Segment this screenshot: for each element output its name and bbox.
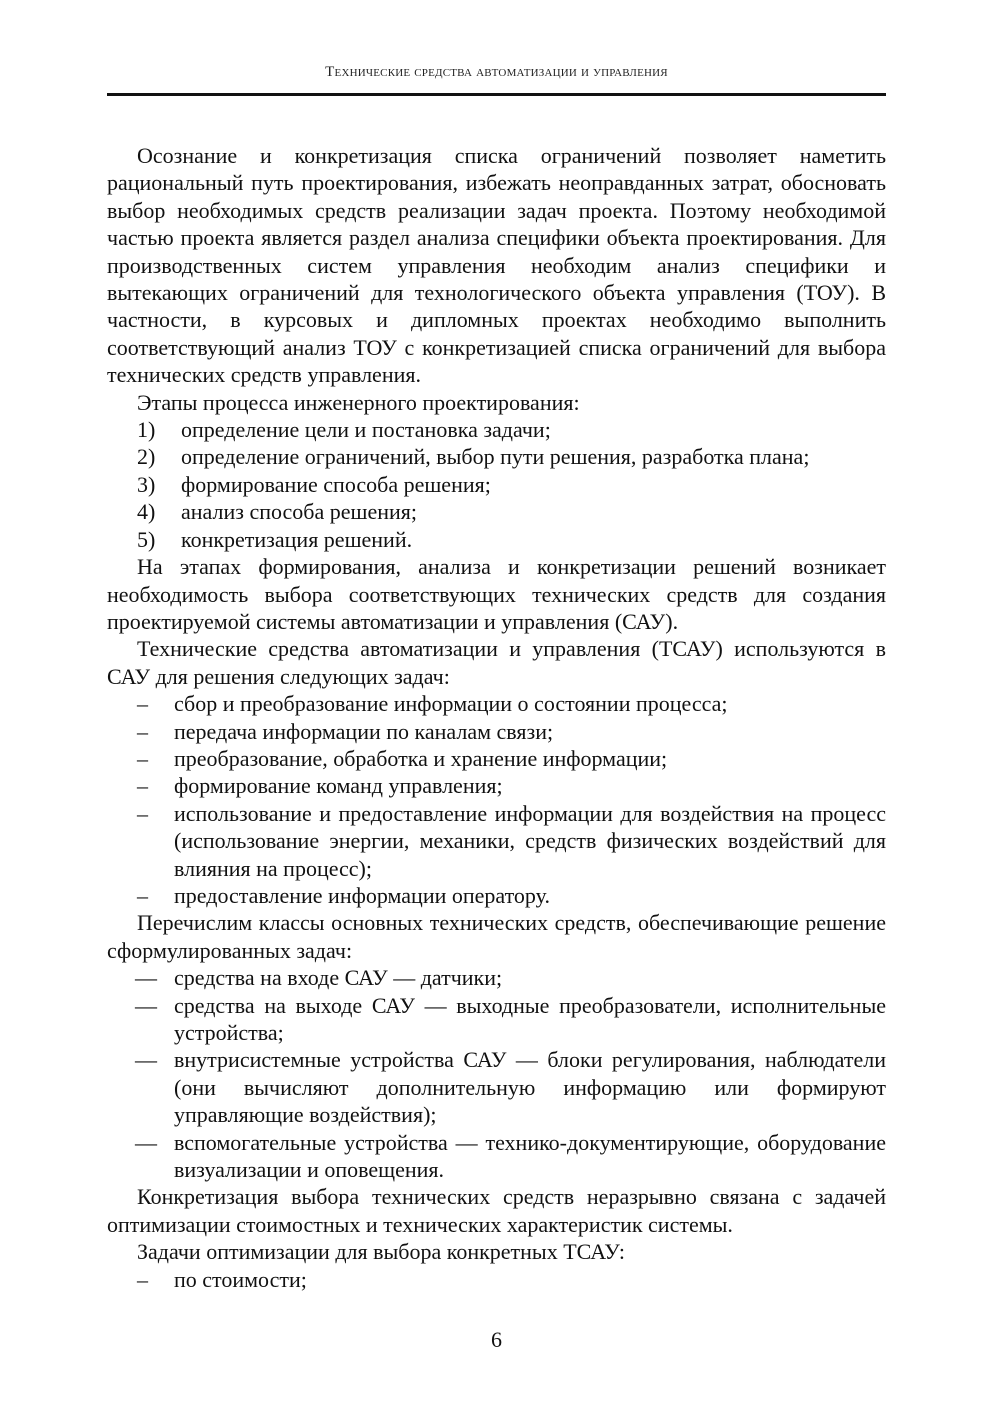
- list-number: 2): [137, 444, 156, 470]
- header-title: Технические средства автоматизации и управления: [325, 64, 668, 80]
- list-item-text: преобразование, обработка и хранение информации;: [174, 745, 668, 771]
- list-item-text: формирование команд управления;: [174, 773, 503, 799]
- list-item-text: средства на выходе САУ — выходные преобразователи, исполнительные устройства;: [174, 992, 886, 1045]
- list-item-text: передача информации по каналам связи;: [174, 718, 554, 744]
- list-dash: –: [137, 718, 148, 744]
- tasks-list: [107, 690, 886, 909]
- paragraph-tsau-usage: Технические средства автоматизации и управления (ТСАУ) используются в САУ для решения следующих задач:: [107, 636, 886, 689]
- list-item: [107, 1129, 886, 1184]
- list-number: 5): [137, 526, 156, 552]
- page-body: [107, 142, 886, 1293]
- list-item: [107, 690, 886, 717]
- paragraph-optimization-tasks: Задачи оптимизации для выбора конкретных ТСАУ:: [137, 1239, 626, 1265]
- list-item: [107, 416, 886, 443]
- list-item-text: предоставление информации оператору.: [174, 882, 550, 908]
- list-dash: —: [135, 965, 157, 991]
- paragraph-constraints: Осознание и конкретизация списка ограничений позволяет наметить рациональный путь проектирования, избежать неоправданных затрат, обосновать выбор необходимых средств реализации задач проекта. Поэтому необходимой частью проекта является раздел анализа специфики объекта проектирования. Для производственных систем управления необходим анализ специфики и вытекающих ограничений для технологического объекта управления (ТОУ). В частности, в курсовых и дипломных проектах необходимо выполнить соответствующий анализ ТОУ с конкретизацией списка ограничений для выбора технических средств управления.: [107, 143, 886, 388]
- list-number: 4): [137, 499, 156, 525]
- classes-list: [107, 964, 886, 1183]
- paragraph-stages-intro: Этапы процесса инженерного проектирования:: [137, 389, 580, 415]
- list-number: 1): [137, 417, 156, 443]
- list-dash: –: [137, 773, 148, 799]
- page-number: 6: [491, 1327, 502, 1352]
- list-dash: –: [137, 745, 148, 771]
- stages-list: [107, 416, 886, 553]
- list-item-text: использование и предоставление информации для воздействия на процесс (использование энергии, механики, средств физических воздействий для влияния на процесс);: [174, 800, 886, 881]
- list-item-text: формирование способа решения;: [181, 471, 491, 497]
- list-item: [107, 443, 886, 470]
- header-rule: [107, 93, 886, 96]
- optimization-list: [107, 1266, 886, 1293]
- paragraph-stages-need: На этапах формирования, анализа и конкретизации решений возникает необходимость выбора соответствующих технических средств для создания проектируемой системы автоматизации и управления (САУ).: [107, 554, 886, 634]
- list-dash: —: [135, 1129, 157, 1155]
- list-item: [107, 772, 886, 799]
- list-dash: –: [137, 1266, 148, 1292]
- list-item: [107, 718, 886, 745]
- list-item: [107, 526, 886, 553]
- list-item-text: анализ способа решения;: [181, 499, 417, 525]
- list-item-text: сбор и преобразование информации о состоянии процесса;: [174, 691, 728, 717]
- list-item: [107, 1046, 886, 1128]
- list-dash: –: [137, 882, 148, 908]
- list-item: [107, 882, 886, 909]
- list-item-text: вспомогательные устройства — технико-документирующие, оборудование визуализации и оповещения.: [174, 1129, 886, 1183]
- list-item-text: по стоимости;: [174, 1266, 307, 1292]
- list-dash: —: [135, 1047, 157, 1073]
- list-item: [107, 964, 886, 991]
- list-dash: –: [137, 800, 148, 826]
- list-dash: –: [137, 691, 148, 717]
- list-number: 3): [137, 471, 156, 497]
- list-item: [107, 498, 886, 525]
- list-item: [107, 1266, 886, 1293]
- list-dash: —: [135, 992, 157, 1018]
- list-item-text: средства на входе САУ — датчики;: [174, 965, 503, 991]
- list-item: [107, 745, 886, 772]
- list-item-text: внутрисистемные устройства САУ — блоки регулирования, наблюдатели (они вычисляют дополнительную информацию или формируют управляющие воздействия);: [174, 1047, 886, 1128]
- list-item-text: определение ограничений, выбор пути решения, разработка плана;: [181, 444, 810, 470]
- paragraph-optimization: Конкретизация выбора технических средств неразрывно связана с задачей оптимизации стоимостных и технических характеристик системы.: [107, 1184, 886, 1237]
- list-item-text: определение цели и постановка задачи;: [181, 417, 551, 443]
- list-item: [107, 992, 886, 1047]
- list-item: [107, 800, 886, 882]
- list-item: [107, 471, 886, 498]
- paragraph-classes-intro: Перечислим классы основных технических средств, обеспечивающие решение сформулированных задач:: [107, 910, 886, 963]
- list-item-text: конкретизация решений.: [181, 526, 413, 552]
